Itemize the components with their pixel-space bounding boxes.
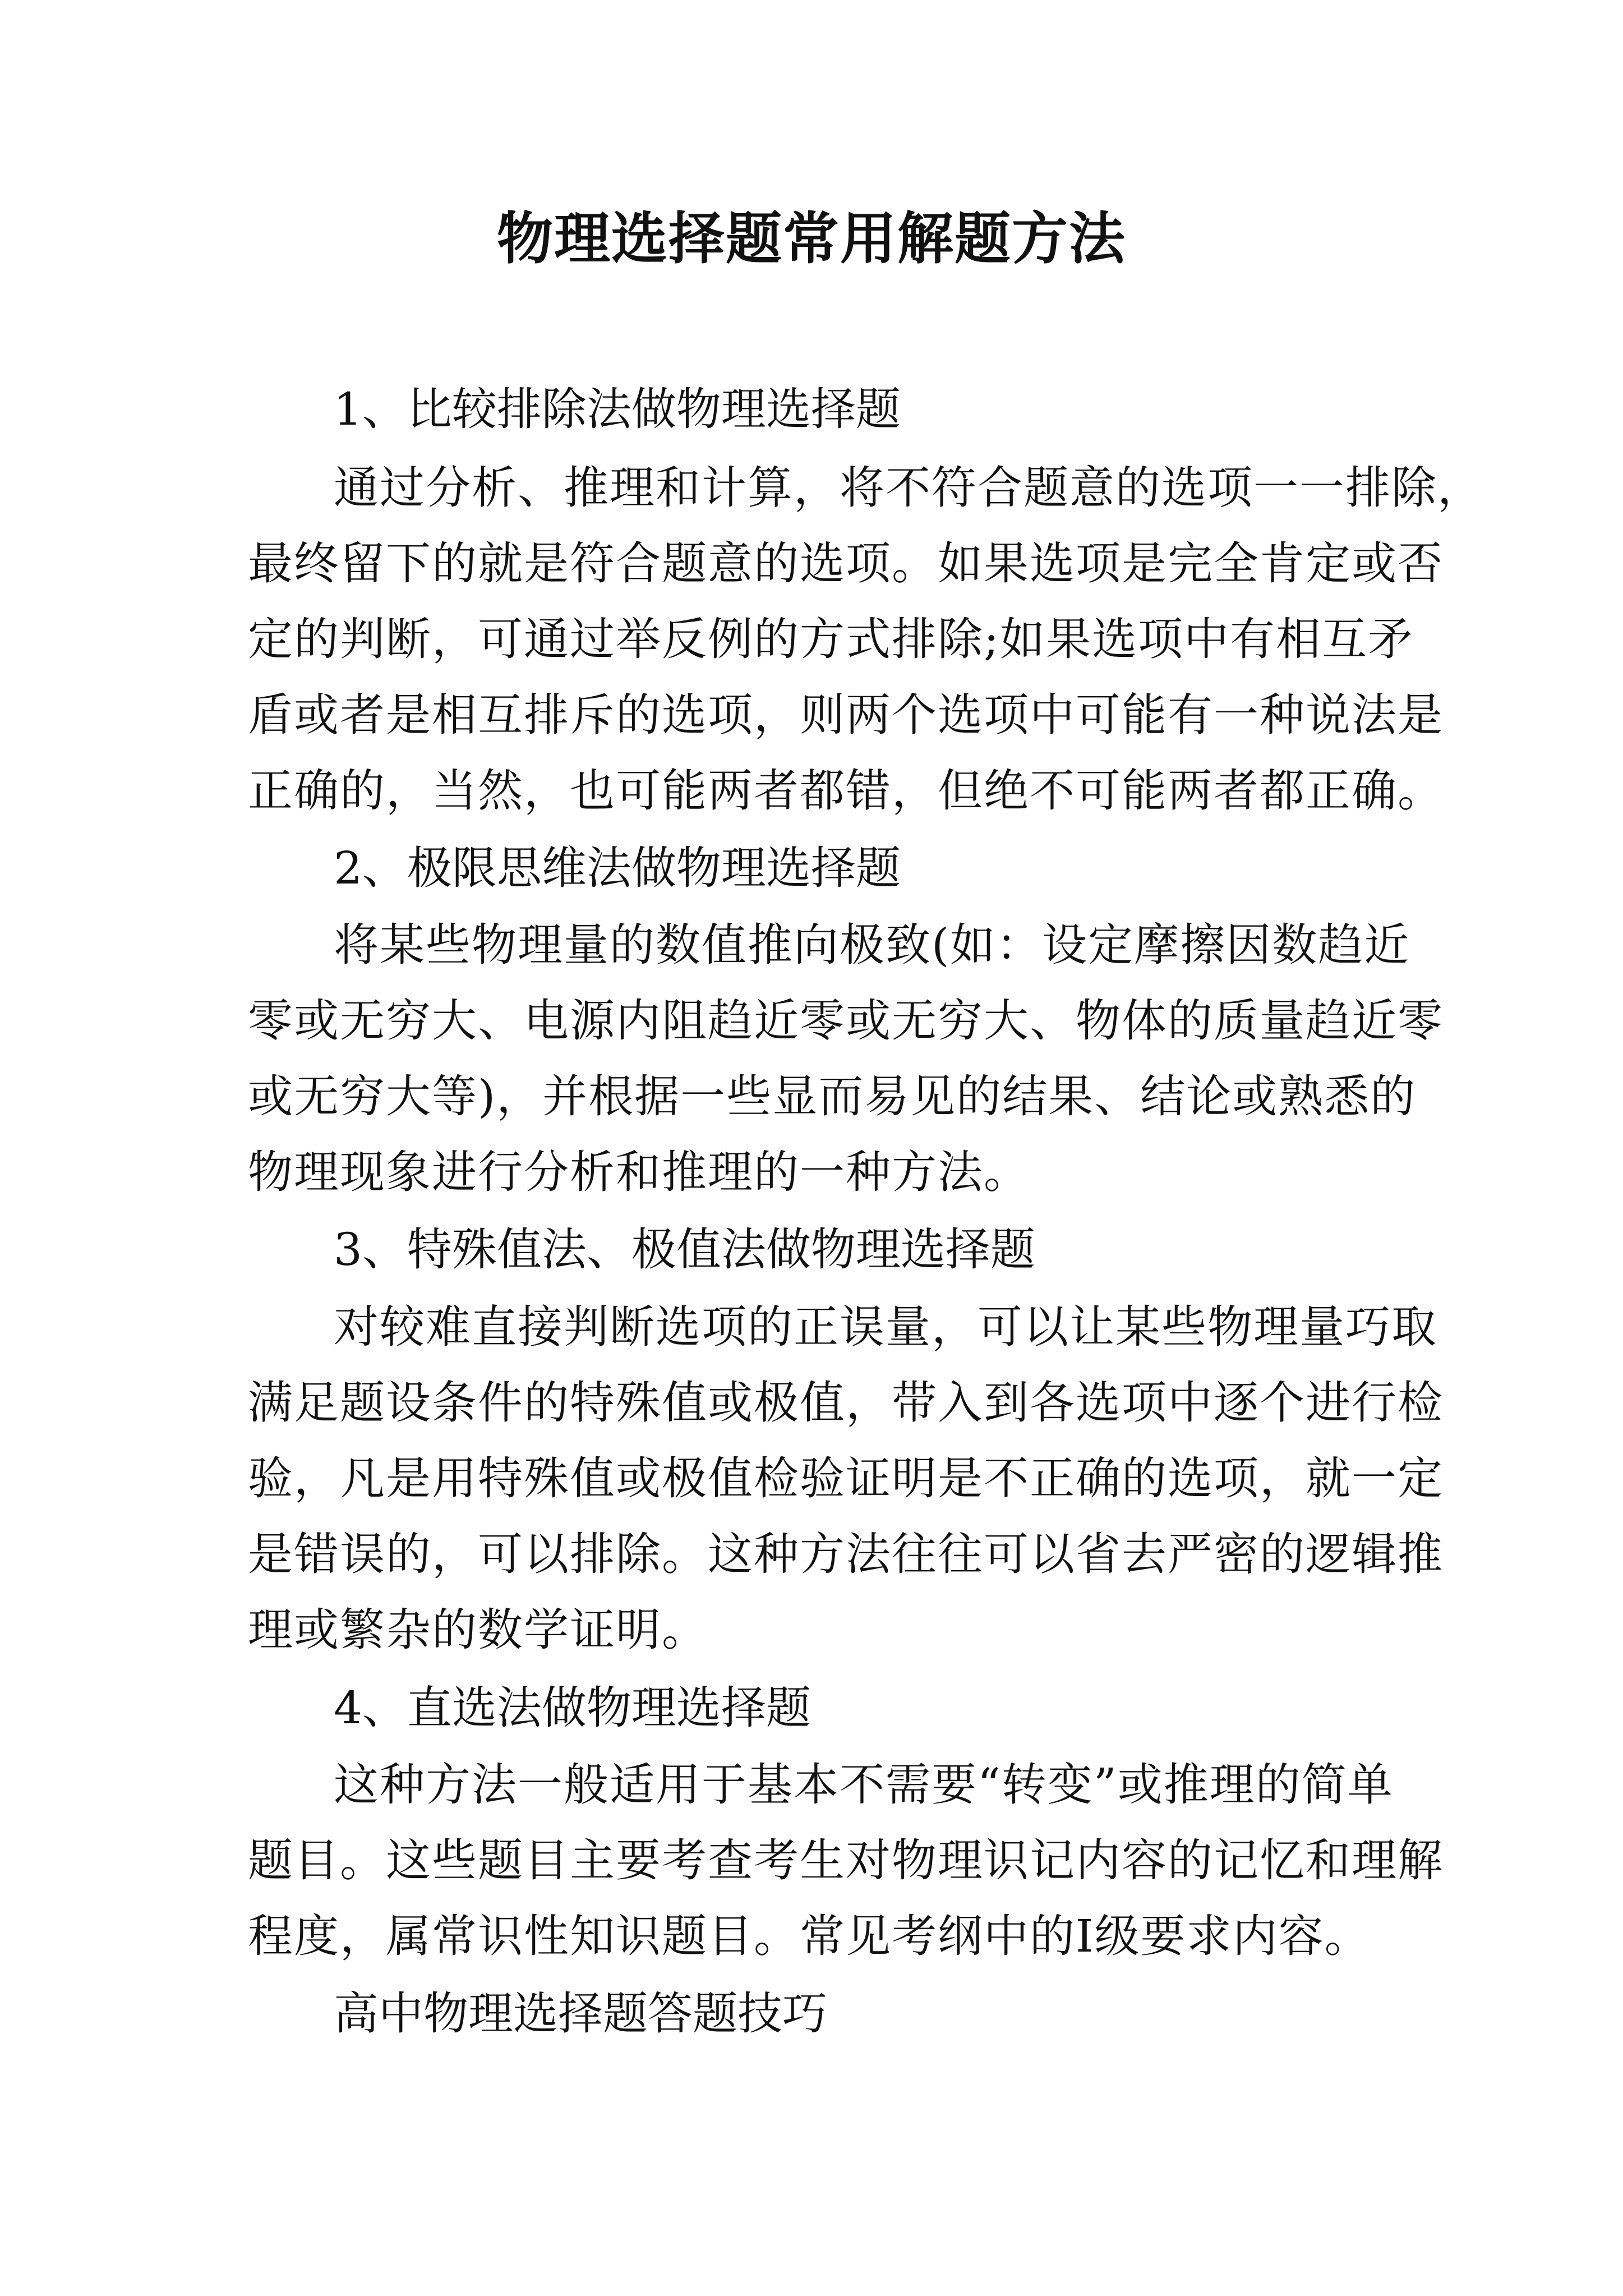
- paragraph-line: 通过分析、推理和计算，将不符合题意的选项一一排除，: [334, 462, 1483, 514]
- section-heading-4: 4、直选法做物理选择题: [334, 1682, 811, 1734]
- paragraph-line: 将某些物理量的数值推向极致(如：设定摩擦因数趋近: [334, 919, 1410, 971]
- paragraph-line: 物理现象进行分析和推理的一种方法。: [248, 1146, 1030, 1198]
- paragraph-line: 题目。这些题目主要考查考生对物理识记内容的记忆和理解: [248, 1834, 1444, 1887]
- paragraph-line: 是错误的，可以排除。这种方法往往可以省去严密的逻辑推: [248, 1528, 1444, 1580]
- section-heading-2: 2、极限思维法做物理选择题: [334, 842, 901, 894]
- paragraph-line: 最终留下的就是符合题意的选项。如果选项是完全肯定或否: [248, 537, 1444, 590]
- document-title: 物理选择题常用解题方法: [497, 205, 1126, 272]
- section-heading-3: 3、特殊值法、极值法做物理选择题: [334, 1223, 1035, 1276]
- paragraph-line: 正确的，当然，也可能两者都错，但绝不可能两者都正确。: [248, 765, 1444, 817]
- paragraph-line: 理或繁杂的数学证明。: [248, 1604, 708, 1656]
- paragraph-line: 满足题设条件的特殊值或极值，带入到各选项中逐个进行检: [248, 1377, 1444, 1429]
- paragraph-line: 程度，属常识性知识题目。常见考纲中的Ⅰ级要求内容。: [248, 1910, 1371, 1962]
- paragraph-line: 盾或者是相互排斥的选项，则两个选项中可能有一种说法是: [248, 689, 1444, 741]
- paragraph-line: 定的判断，可通过举反例的方式排除;如果选项中有相互矛: [248, 613, 1414, 665]
- closing-heading: 高中物理选择题答题技巧: [334, 1987, 827, 2040]
- paragraph-line: 对较难直接判断选项的正误量，可以让某些物理量巧取: [334, 1301, 1437, 1353]
- paragraph-line: 这种方法一般适用于基本不需要“转变”或推理的简单: [334, 1759, 1394, 1811]
- paragraph-line: 验，凡是用特殊值或极值检验证明是不正确的选项，就一定: [248, 1452, 1444, 1504]
- section-heading-1: 1、比较排除法做物理选择题: [334, 383, 901, 435]
- paragraph-line: 或无穷大等)，并根据一些显而易见的结果、结论或熟悉的: [248, 1070, 1417, 1122]
- paragraph-line: 零或无穷大、电源内阻趋近零或无穷大、物体的质量趋近零: [248, 995, 1444, 1047]
